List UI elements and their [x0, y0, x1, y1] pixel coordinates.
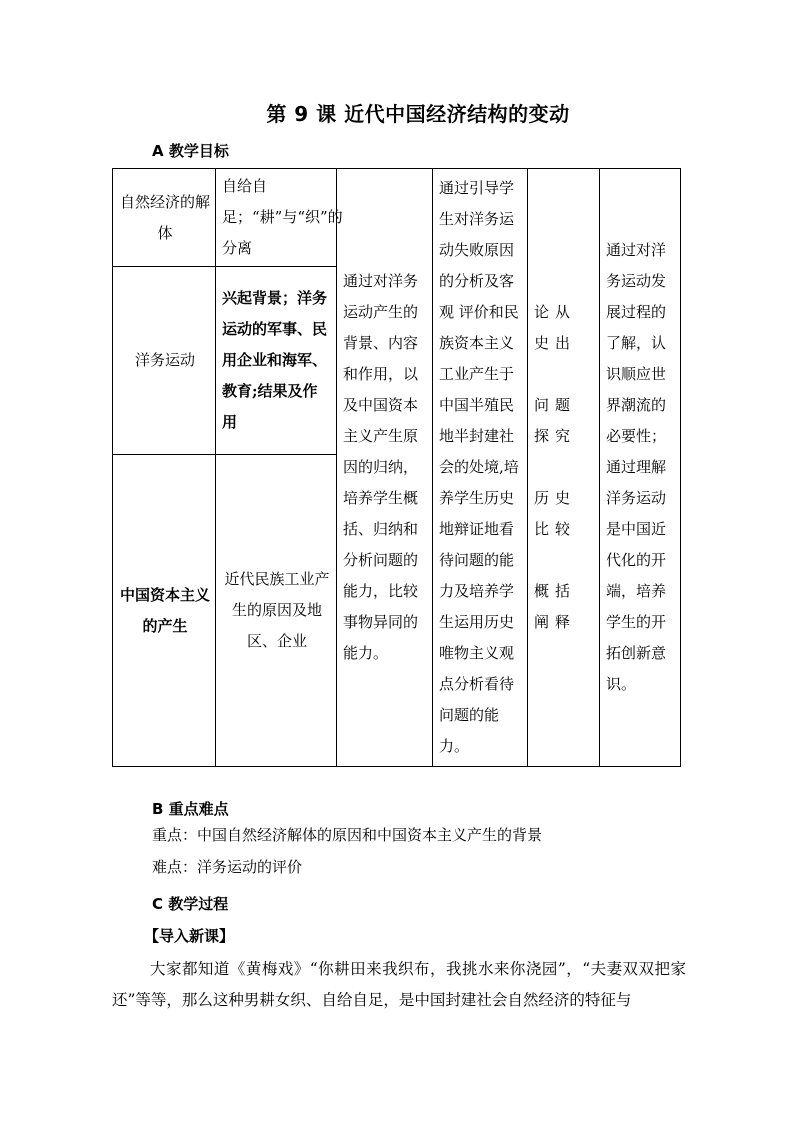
content-cell — [216, 267, 337, 455]
content-cell: 近代民族工业产生的原因及地区、企业 — [216, 455, 337, 767]
method-item: 论从史出 — [534, 303, 577, 352]
intro-paragraph: 大家都知道《黄梅戏》“你耕田来我织布，我挑水来你浇园”，“夫妻双双把家还”等等，那么这种男耕女织、自给自足，是中国封建社会自然经济的特征与 — [112, 960, 686, 1009]
knowledge-goal-cell: 通过对洋务运动产生的背景、内容和作用，以及中国资本主义产生原因的归纳，培养学生概括、归纳和分析问题的能力，比较事物异同的能力。 — [337, 169, 433, 767]
content-cell: 自给自足；“耕”与“织”的分离 — [216, 169, 337, 267]
key-point-text: 重点：中国自然经济解体的原因和中国资本主义产生的背景 — [152, 826, 543, 844]
emotion-goal-cell: 通过对洋务运动发展过程的了解，认识顺应世界潮流的必要性；通过理解洋务运动是中国近代化的开端，培养学生的开拓创新意识。 — [600, 169, 681, 767]
table-row — [113, 169, 681, 267]
category-cell: 自然经济的解体 — [113, 169, 216, 267]
content-text: 兴起背景；洋务运动的军事、民用企业和海军、教育;结果及作用 — [222, 289, 328, 431]
difficult-point-text: 难点：洋务运动的评价 — [152, 858, 303, 876]
section-b-heading: B 重点难点 — [152, 800, 229, 818]
lesson-title: 第 9 课 近代中国经济结构的变动 — [266, 102, 570, 126]
intro-heading: 【导入新课】 — [144, 927, 235, 945]
category-cell: 中国资本主义的产生 — [113, 455, 216, 767]
ability-goal-cell: 通过引导学生对洋务运动失败原因的分析及客观 评价和民族资本主义工业产生于中国半殖民地半封建社会的处境,培养学生历史地辩证地看待问题的能力及培养学生运用历史唯物主义观点分析看待问题的能力。 — [433, 169, 528, 767]
method-item: 历史比较 — [534, 489, 577, 538]
category-cell: 洋务运动 — [113, 267, 216, 455]
section-c-heading: C 教学过程 — [152, 895, 229, 913]
method-item: 概括阐释 — [534, 582, 577, 631]
method-item: 问题探究 — [534, 396, 577, 445]
methods-cell — [528, 169, 600, 767]
section-a-heading: A 教学目标 — [152, 142, 229, 160]
teaching-goals-table — [112, 168, 681, 767]
